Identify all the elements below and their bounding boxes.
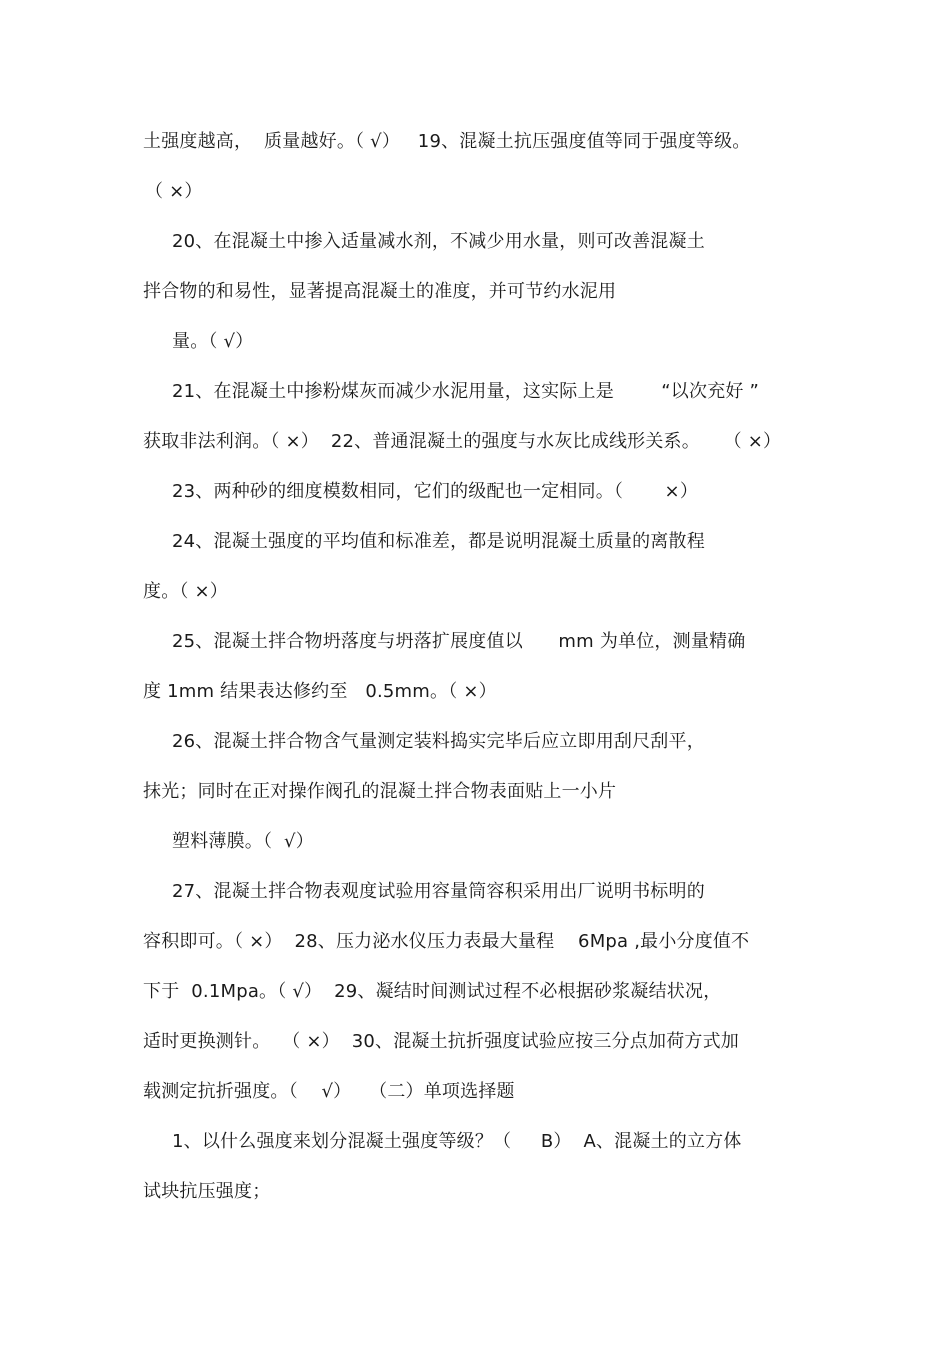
text-line: 23、两种砂的细度模数相同，它们的级配也一定相同。（ ×） [172, 481, 699, 502]
text-line: 度。（ ×） [143, 581, 229, 602]
text-line: 26、混凝土拌合物含气量测定装料捣实完毕后应立即用刮尺刮平， [172, 731, 705, 752]
text-line: 度 1mm 结果表达修约至 0.5mm。（ ×） [143, 681, 497, 702]
text-line: 土强度越高， 质量越好。（ √） 19、混凝土抗压强度值等同于强度等级。 [143, 131, 751, 152]
text-line: 适时更换测针。 （ ×） 30、混凝土抗折强度试验应按三分点加荷方式加 [143, 1031, 739, 1052]
text-line: 1、以什么强度来划分混凝土强度等级？（ B） A、混凝土的立方体 [172, 1131, 742, 1152]
text-line: 25、混凝土拌合物坍落度与坍落扩展度值以 mm 为单位，测量精确 [172, 631, 746, 652]
text-line: 20、在混凝土中掺入适量减水剂，不减少用水量，则可改善混凝土 [172, 231, 705, 252]
text-line: 量。（ √） [172, 331, 254, 352]
text-line: 21、在混凝土中掺粉煤灰而减少水泥用量，这实际上是 “以次充好 ” [172, 381, 760, 402]
text-line: 容积即可。（ ×） 28、压力泌水仪压力表最大量程 6Mpa ,最小分度值不 [143, 931, 750, 952]
text-line: （ ×） [145, 181, 203, 202]
text-line: 24、混凝土强度的平均值和标准差，都是说明混凝土质量的离散程 [172, 531, 705, 552]
text-line: 抹光；同时在正对操作阀孔的混凝土拌合物表面贴上一小片 [143, 781, 617, 802]
text-line: 获取非法利润。（ ×） 22、普通混凝土的强度与水灰比成线形关系。 （ ×） [143, 431, 782, 452]
text-line: 塑料薄膜。（ √） [172, 831, 314, 852]
text-line: 下于 0.1Mpa。（ √） 29、凝结时间测试过程不必根据砂浆凝结状况， [143, 981, 722, 1002]
text-line: 27、混凝土拌合物表观度试验用容量筒容积采用出厂说明书标明的 [172, 881, 705, 902]
text-line: 拌合物的和易性，显著提高混凝土的准度，并可节约水泥用 [143, 281, 617, 302]
text-line: 载测定抗折强度。（ √） （二）单项选择题 [143, 1081, 515, 1102]
text-line: 试块抗压强度； [143, 1181, 271, 1202]
